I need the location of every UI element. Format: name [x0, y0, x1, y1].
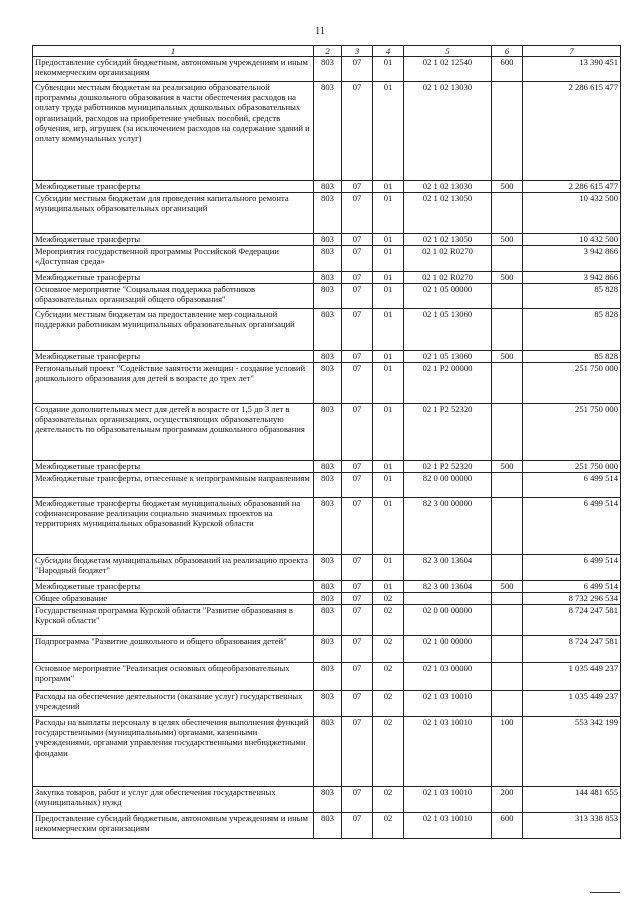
row-amount: 6 499 514 [523, 498, 621, 555]
row-amount: 553 342 199 [523, 717, 621, 787]
column-number-row [33, 46, 621, 57]
table-row [33, 404, 621, 461]
row-amount: 85 828 [523, 284, 621, 309]
table-row [33, 636, 621, 663]
table-row [33, 309, 621, 351]
row-ved-code: 803 [314, 404, 342, 461]
row-target-article: 02 1 02 13030 [404, 82, 492, 181]
row-amount: 251 750 000 [523, 363, 621, 404]
row-expense-type [492, 363, 523, 404]
table-row [33, 193, 621, 234]
row-target-article: 82 0 00 00000 [404, 473, 492, 498]
row-section-code: 07 [342, 663, 373, 691]
row-target-article: 02 1 05 00000 [404, 284, 492, 309]
row-subsection-code: 02 [373, 691, 404, 717]
row-ved-code: 803 [314, 605, 342, 636]
row-ved-code: 803 [314, 581, 342, 593]
row-target-article: 82 3 00 13604 [404, 581, 492, 593]
row-target-article: 02 1 05 13060 [404, 309, 492, 351]
table-row [33, 234, 621, 246]
row-subsection-code: 01 [373, 555, 404, 581]
row-amount: 251 750 000 [523, 461, 621, 473]
table-row [33, 246, 621, 272]
row-subsection-code: 01 [373, 234, 404, 246]
row-amount: 3 942 866 [523, 272, 621, 284]
row-subsection-code: 02 [373, 663, 404, 691]
row-subsection-code: 02 [373, 787, 404, 813]
row-amount: 85 828 [523, 351, 621, 363]
row-amount: 1 035 449 237 [523, 691, 621, 717]
table-row [33, 717, 621, 787]
row-section-code: 07 [342, 787, 373, 813]
row-expense-type: 500 [492, 351, 523, 363]
row-section-code: 07 [342, 284, 373, 309]
row-subsection-code: 01 [373, 246, 404, 272]
row-name: Межбюджетные трансферты [33, 461, 314, 473]
row-ved-code: 803 [314, 284, 342, 309]
row-target-article: 02 1 P2 52320 [404, 404, 492, 461]
row-ved-code: 803 [314, 193, 342, 234]
row-target-article: 02 1 03 10010 [404, 691, 492, 717]
row-amount: 2 286 615 477 [523, 82, 621, 181]
row-target-article: 02 1 P2 52320 [404, 461, 492, 473]
row-expense-type: 600 [492, 57, 523, 82]
table-row [33, 363, 621, 404]
row-expense-type [492, 691, 523, 717]
row-subsection-code: 01 [373, 309, 404, 351]
row-ved-code: 803 [314, 57, 342, 82]
row-name: Межбюджетные трансферты [33, 234, 314, 246]
row-ved-code: 803 [314, 813, 342, 839]
column-header: 3 [342, 46, 373, 57]
row-subsection-code: 01 [373, 363, 404, 404]
row-expense-type [492, 555, 523, 581]
row-section-code: 07 [342, 473, 373, 498]
row-subsection-code: 02 [373, 605, 404, 636]
row-target-article [404, 593, 492, 605]
row-ved-code: 803 [314, 717, 342, 787]
row-subsection-code: 01 [373, 272, 404, 284]
row-amount: 13 390 451 [523, 57, 621, 82]
row-ved-code: 803 [314, 473, 342, 498]
row-name: Межбюджетные трансферты, отнесенные к непрограммным направлениям [33, 473, 314, 498]
column-header: 4 [373, 46, 404, 57]
table-row [33, 555, 621, 581]
table-row [33, 663, 621, 691]
row-amount: 10 432 500 [523, 234, 621, 246]
table-row [33, 581, 621, 593]
row-target-article: 02 1 02 12540 [404, 57, 492, 82]
row-subsection-code: 01 [373, 181, 404, 193]
row-amount: 8 724 247 581 [523, 605, 621, 636]
row-expense-type [492, 498, 523, 555]
row-name: Межбюджетные трансферты [33, 581, 314, 593]
row-name: Предоставление субсидий бюджетным, автономным учреждениям и иным некоммерческим организациям [33, 57, 314, 82]
row-name: Субсидии местным бюджетам на предоставление мер социальной поддержки работникам муниципальных образовательных организаций [33, 309, 314, 351]
row-section-code: 07 [342, 593, 373, 605]
row-ved-code: 803 [314, 691, 342, 717]
column-header: 1 [33, 46, 314, 57]
table-row [33, 272, 621, 284]
row-target-article: 02 1 02 13030 [404, 181, 492, 193]
row-subsection-code: 01 [373, 461, 404, 473]
row-expense-type [492, 246, 523, 272]
row-subsection-code: 02 [373, 717, 404, 787]
column-header: 7 [523, 46, 621, 57]
row-expense-type [492, 309, 523, 351]
row-expense-type: 500 [492, 234, 523, 246]
row-target-article: 02 1 02 R0270 [404, 272, 492, 284]
row-section-code: 07 [342, 717, 373, 787]
table-row [33, 473, 621, 498]
row-expense-type: 500 [492, 272, 523, 284]
row-ved-code: 803 [314, 555, 342, 581]
row-target-article: 02 1 P2 00000 [404, 363, 492, 404]
row-ved-code: 803 [314, 246, 342, 272]
row-name: Субвенции местным бюджетам на реализацию образовательной программы дошкольного образования в части обеспечения расходов на оплату труда работников муниципальных дошкольных образовательных организаций, расходов на приобретение учебных пособий, средств обучения, игр, игрушек (за исключением расходов на содержание зданий и оплату коммунальных услуг) [33, 82, 314, 181]
table-row [33, 284, 621, 309]
row-section-code: 07 [342, 691, 373, 717]
row-target-article: 02 1 03 10010 [404, 787, 492, 813]
row-subsection-code: 01 [373, 284, 404, 309]
row-section-code: 07 [342, 498, 373, 555]
row-ved-code: 803 [314, 272, 342, 284]
row-name: Государственная программа Курской области "Развитие образования в Курской области" [33, 605, 314, 636]
row-section-code: 07 [342, 351, 373, 363]
row-ved-code: 803 [314, 309, 342, 351]
row-expense-type: 500 [492, 181, 523, 193]
row-section-code: 07 [342, 272, 373, 284]
row-expense-type [492, 193, 523, 234]
page-bottom-rule [590, 892, 620, 893]
page-number: 11 [315, 26, 325, 37]
row-target-article: 02 1 00 00000 [404, 636, 492, 663]
row-expense-type [492, 404, 523, 461]
row-subsection-code: 01 [373, 193, 404, 234]
row-amount: 144 481 655 [523, 787, 621, 813]
column-header: 6 [492, 46, 523, 57]
row-target-article: 02 1 02 R0270 [404, 246, 492, 272]
row-ved-code: 803 [314, 461, 342, 473]
row-ved-code: 803 [314, 663, 342, 691]
row-amount: 10 432 500 [523, 193, 621, 234]
row-name: Мероприятия государственной программы Российской Федерации «Доступная среда» [33, 246, 314, 272]
row-section-code: 07 [342, 555, 373, 581]
row-name: Региональный проект "Содействие занятости женщин - создание условий дошкольного образования для детей в возрасте до трех лет" [33, 363, 314, 404]
row-section-code: 07 [342, 363, 373, 404]
row-subsection-code: 01 [373, 351, 404, 363]
column-header: 2 [314, 46, 342, 57]
row-name: Создание дополнительных мест для детей в возрасте от 1,5 до 3 лет в образовательных организациях, осуществляющих образовательную деятельность по образовательным программам дошкольного образования [33, 404, 314, 461]
row-amount: 8 732 296 534 [523, 593, 621, 605]
row-name: Закупка товаров, работ и услуг для обеспечения государственных (муниципальных) нужд [33, 787, 314, 813]
row-name: Предоставление субсидий бюджетным, автономным учреждениям и иным некоммерческим организациям [33, 813, 314, 839]
row-name: Расходы на выплаты персоналу в целях обеспечения выполнения функций государственными (муниципальными) органами, казенными учреждениями, органами управления государственными внебюджетными фондами [33, 717, 314, 787]
row-section-code: 07 [342, 246, 373, 272]
row-name: Основное мероприятие "Реализация основных общеобразовательных программ" [33, 663, 314, 691]
row-target-article: 02 1 03 10010 [404, 813, 492, 839]
row-subsection-code: 02 [373, 593, 404, 605]
row-amount: 2 286 615 477 [523, 181, 621, 193]
row-section-code: 07 [342, 57, 373, 82]
row-name: Расходы на обеспечение деятельности (оказание услуг) государственных учреждений [33, 691, 314, 717]
row-expense-type [492, 82, 523, 181]
row-expense-type [492, 473, 523, 498]
row-subsection-code: 01 [373, 404, 404, 461]
table-row [33, 787, 621, 813]
row-expense-type [492, 663, 523, 691]
row-expense-type: 500 [492, 461, 523, 473]
row-amount: 1 035 449 237 [523, 663, 621, 691]
row-expense-type [492, 605, 523, 636]
row-subsection-code: 02 [373, 813, 404, 839]
row-amount: 251 750 000 [523, 404, 621, 461]
row-expense-type [492, 593, 523, 605]
row-section-code: 07 [342, 605, 373, 636]
row-name: Межбюджетные трансферты [33, 351, 314, 363]
row-ved-code: 803 [314, 636, 342, 663]
row-target-article: 02 1 05 13060 [404, 351, 492, 363]
row-section-code: 07 [342, 581, 373, 593]
row-target-article: 02 1 03 00000 [404, 663, 492, 691]
row-target-article: 02 0 00 00000 [404, 605, 492, 636]
table-row [33, 813, 621, 839]
row-section-code: 07 [342, 181, 373, 193]
row-subsection-code: 01 [373, 473, 404, 498]
table-row [33, 691, 621, 717]
row-target-article: 02 1 02 13050 [404, 193, 492, 234]
row-amount: 6 499 514 [523, 555, 621, 581]
row-section-code: 07 [342, 461, 373, 473]
table-row [33, 181, 621, 193]
row-name: Субсидии бюджетам муниципальных образований на реализацию проекта "Народный бюджет" [33, 555, 314, 581]
row-name: Субсидии местным бюджетам для проведения капитального ремонта муниципальных образовательных организаций [33, 193, 314, 234]
row-subsection-code: 01 [373, 57, 404, 82]
row-amount: 8 724 247 581 [523, 636, 621, 663]
row-expense-type: 500 [492, 581, 523, 593]
row-section-code: 07 [342, 193, 373, 234]
row-expense-type [492, 636, 523, 663]
row-name: Подпрограмма "Развитие дошкольного и общего образования детей" [33, 636, 314, 663]
row-ved-code: 803 [314, 593, 342, 605]
row-amount: 313 338 853 [523, 813, 621, 839]
row-target-article: 82 3 00 13604 [404, 555, 492, 581]
row-ved-code: 803 [314, 363, 342, 404]
row-name: Межбюджетные трансферты [33, 272, 314, 284]
table-body [33, 57, 621, 839]
table-row [33, 57, 621, 82]
row-subsection-code: 01 [373, 498, 404, 555]
row-target-article: 02 1 02 13050 [404, 234, 492, 246]
row-name: Межбюджетные трансферты [33, 181, 314, 193]
row-amount: 6 499 514 [523, 581, 621, 593]
row-ved-code: 803 [314, 82, 342, 181]
column-header: 5 [404, 46, 492, 57]
table-row [33, 498, 621, 555]
table-row [33, 605, 621, 636]
table-row [33, 593, 621, 605]
row-section-code: 07 [342, 404, 373, 461]
row-subsection-code: 02 [373, 636, 404, 663]
row-subsection-code: 01 [373, 581, 404, 593]
row-section-code: 07 [342, 82, 373, 181]
row-section-code: 07 [342, 813, 373, 839]
row-ved-code: 803 [314, 351, 342, 363]
row-amount: 3 942 866 [523, 246, 621, 272]
row-subsection-code: 01 [373, 82, 404, 181]
row-ved-code: 803 [314, 234, 342, 246]
row-expense-type: 600 [492, 813, 523, 839]
row-amount: 6 499 514 [523, 473, 621, 498]
table-row [33, 351, 621, 363]
row-target-article: 82 3 00 00000 [404, 498, 492, 555]
row-expense-type: 200 [492, 787, 523, 813]
row-section-code: 07 [342, 309, 373, 351]
row-expense-type: 100 [492, 717, 523, 787]
row-amount: 85 828 [523, 309, 621, 351]
row-ved-code: 803 [314, 181, 342, 193]
row-name: Основное мероприятие "Социальная поддержка работников образовательных организаций общего образования" [33, 284, 314, 309]
budget-table [32, 45, 621, 839]
row-section-code: 07 [342, 234, 373, 246]
row-name: Межбюджетные трансферты бюджетам муниципальных образований на софинансирование реализации социально значимых проектов на территориях муниципальных образований Курской области [33, 498, 314, 555]
table-row [33, 461, 621, 473]
row-name: Общее образование [33, 593, 314, 605]
row-section-code: 07 [342, 636, 373, 663]
table-row [33, 82, 621, 181]
row-expense-type [492, 284, 523, 309]
row-ved-code: 803 [314, 498, 342, 555]
row-target-article: 02 1 03 10010 [404, 717, 492, 787]
row-ved-code: 803 [314, 787, 342, 813]
